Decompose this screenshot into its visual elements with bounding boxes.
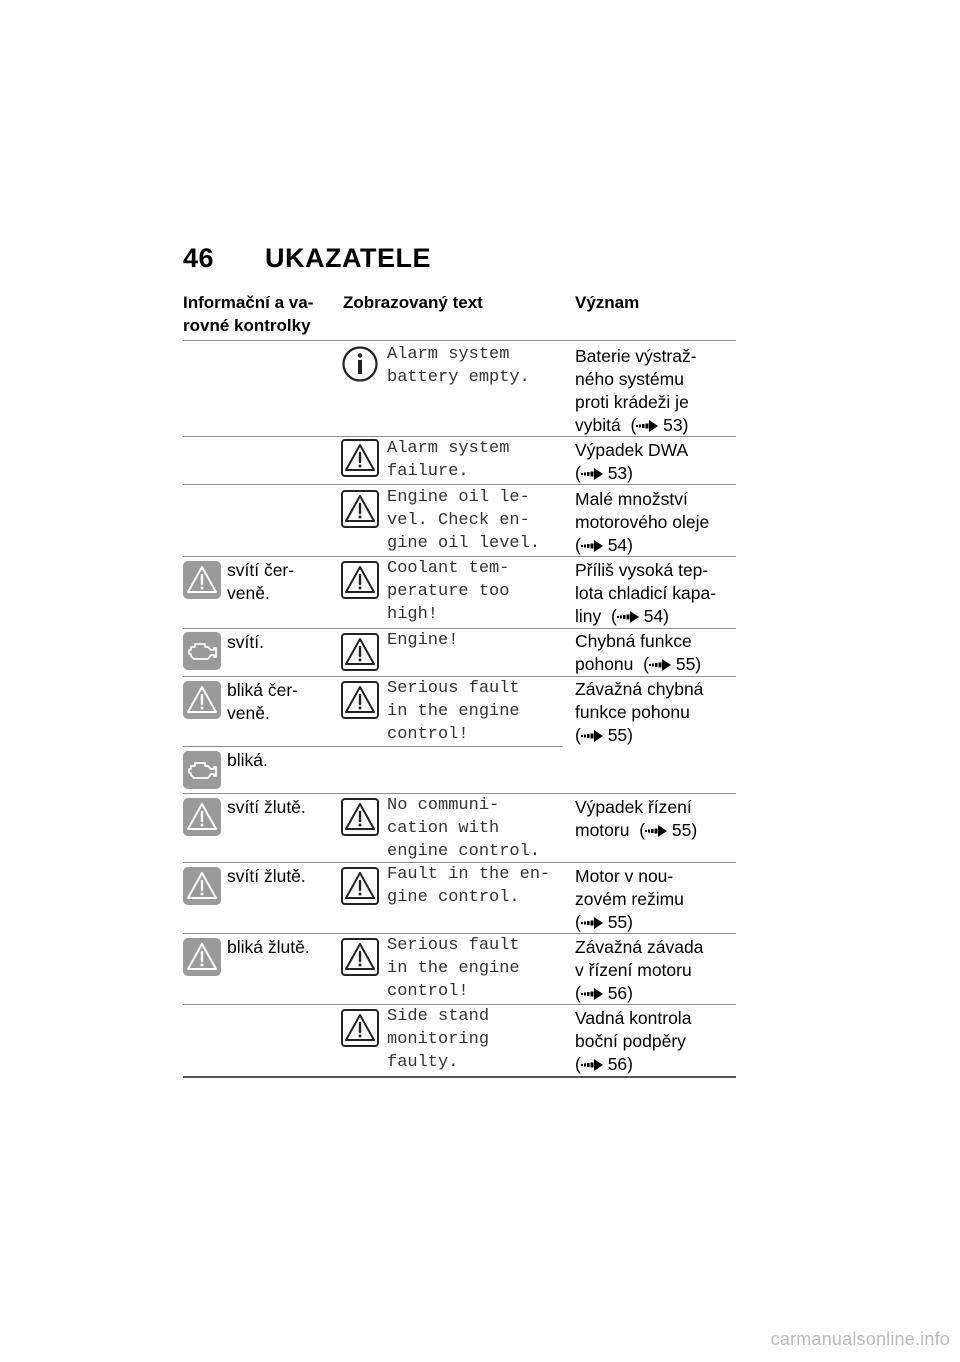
meaning-text (575, 678, 703, 747)
indicator-state (227, 679, 298, 725)
meaning-line-with-ref: motoru ( 55) (575, 820, 698, 840)
meaning-line: zovém režimu (575, 889, 684, 909)
meaning-text (575, 345, 697, 437)
page-number: 46 (183, 243, 215, 273)
indicator-state (227, 749, 268, 772)
state-line: bliká. (227, 750, 268, 770)
column-header-display-text: Zobrazovaný text (343, 293, 483, 312)
page-reference[interactable]: 55) (675, 654, 702, 674)
page-reference[interactable]: 56) (607, 983, 633, 1003)
display-text (387, 486, 540, 555)
column-header-meaning: Význam (575, 293, 640, 312)
display-text-line: No communi- (387, 796, 500, 815)
warning-triangle-icon (341, 938, 379, 976)
warning-triangle-icon (341, 1009, 379, 1047)
engine-check-icon (183, 632, 221, 670)
meaning-line: v řízení motoru (575, 960, 692, 980)
meaning-line: lota chladicí kapa- (575, 583, 717, 603)
page-reference[interactable]: 54) (643, 606, 669, 626)
reference-arrow-icon (645, 825, 667, 837)
meaning-line: Vadná kontrola (575, 1008, 692, 1028)
display-text-line: Alarm system (387, 439, 510, 458)
meaning-line-with-ref: ( 56) (575, 1054, 633, 1074)
display-text (387, 863, 550, 909)
display-text-line: high! (387, 605, 439, 624)
reference-arrow-icon (581, 730, 603, 742)
warning-light-icon (183, 867, 221, 905)
page-reference[interactable]: 56) (607, 1054, 633, 1074)
reference-arrow-icon (581, 917, 603, 929)
warning-triangle-icon (341, 681, 379, 719)
meaning-text (575, 865, 684, 934)
watermark: carmanualsonline.info (770, 1329, 950, 1349)
meaning-line: vybitá (575, 415, 621, 435)
display-text-line: control! (387, 725, 469, 744)
warning-triangle-icon (341, 633, 379, 671)
display-text-line: Coolant tem- (387, 559, 510, 578)
warning-light-icon (183, 938, 221, 976)
page-reference[interactable]: 53) (607, 463, 633, 483)
display-text-line: control! (387, 982, 469, 1001)
meaning-line: Závažná chybná (575, 679, 704, 699)
display-text (387, 677, 520, 746)
state-line: veně. (227, 583, 270, 603)
page-reference[interactable]: 55) (671, 820, 698, 840)
indicator-state (227, 631, 264, 654)
display-text-line: Engine oil le- (387, 488, 530, 507)
meaning-text (575, 439, 688, 485)
meaning-line-with-ref: ( 55) (575, 725, 633, 745)
meaning-line: motoru (575, 820, 630, 840)
state-line: svítí žlutě. (227, 797, 306, 817)
table-rule (183, 746, 563, 747)
warning-triangle-icon (341, 867, 379, 905)
column-header-indicators (183, 291, 313, 337)
meaning-line: funkce pohonu (575, 702, 690, 722)
display-text-line: Serious fault (387, 679, 520, 698)
meaning-text (575, 630, 701, 676)
state-line: svítí čer- (227, 560, 295, 580)
meaning-text (575, 488, 709, 557)
table-rule (183, 628, 736, 629)
reference-arrow-icon (617, 611, 639, 623)
warning-light-icon (183, 681, 221, 719)
state-line: veně. (227, 703, 270, 723)
indicator-state (227, 559, 294, 605)
display-text-line: engine control. (387, 842, 541, 861)
page-reference[interactable]: 54) (607, 535, 633, 555)
display-text-line: monitoring (387, 1030, 490, 1049)
page-reference[interactable]: 55) (607, 912, 633, 932)
display-text-line: gine control. (387, 888, 520, 907)
state-line: svítí. (227, 632, 264, 652)
display-text-line: Fault in the en- (387, 865, 551, 884)
reference-arrow-icon (581, 468, 603, 480)
warning-triangle-icon (341, 561, 379, 599)
meaning-line: boční podpěry (575, 1031, 686, 1051)
page-reference[interactable]: 55) (607, 725, 633, 745)
indicator-state (227, 936, 310, 959)
indicator-state (227, 796, 306, 819)
reference-arrow-icon (581, 988, 603, 1000)
meaning-line-with-ref: liny ( 54) (575, 606, 669, 626)
reference-arrow-icon (636, 420, 658, 432)
page-header (183, 243, 431, 274)
meaning-line: Příliš vysoká tep- (575, 560, 709, 580)
state-line: bliká čer- (227, 680, 298, 700)
meaning-line: ného systému (575, 369, 684, 389)
meaning-line: motorového oleje (575, 512, 710, 532)
meaning-line: Závažná závada (575, 937, 704, 957)
display-text (387, 437, 509, 483)
display-text (387, 629, 458, 652)
column-header-indicators-line: rovné kontrolky (183, 316, 311, 335)
display-text (387, 1005, 489, 1074)
meaning-line-with-ref: vybitá ( 53) (575, 415, 689, 435)
engine-check-icon (183, 751, 221, 789)
display-text-line: Side stand (387, 1007, 490, 1026)
display-text-line: faulty. (387, 1053, 459, 1072)
meaning-text (575, 796, 697, 842)
display-text (387, 557, 509, 626)
column-header-indicators-line: Informační a va- (183, 293, 314, 312)
display-text-line: Serious fault (387, 936, 520, 955)
meaning-text (575, 559, 716, 628)
meaning-line: Chybná funkce (575, 631, 692, 651)
reference-arrow-icon (581, 1059, 603, 1071)
meaning-text (575, 1007, 691, 1076)
page-reference[interactable]: 53) (663, 415, 689, 435)
reference-arrow-icon (581, 540, 603, 552)
display-text-line: gine oil level. (387, 534, 541, 553)
warning-light-icon (183, 561, 221, 599)
display-text-line: cation with (387, 819, 500, 838)
info-circle-icon (341, 345, 379, 383)
meaning-line: Výpadek řízení (575, 797, 692, 817)
display-text-line: vel. Check en- (387, 511, 530, 530)
reference-arrow-icon (649, 659, 671, 671)
meaning-text (575, 936, 703, 1005)
display-text-line: Engine! (387, 631, 459, 650)
meaning-line: liny (575, 606, 602, 626)
meaning-line: Výpadek DWA (575, 440, 689, 460)
meaning-line-with-ref: ( 55) (575, 912, 633, 932)
indicator-state (227, 865, 306, 888)
warning-triangle-icon (341, 490, 379, 528)
display-text (387, 934, 520, 1003)
meaning-line-with-ref: ( 56) (575, 983, 633, 1003)
display-text-line: Alarm system (387, 345, 510, 364)
warning-triangle-icon (341, 439, 379, 477)
meaning-line: proti krádeži je (575, 392, 689, 412)
warning-triangle-icon (341, 798, 379, 836)
meaning-line-with-ref: ( 54) (575, 535, 633, 555)
meaning-line: Motor v nou- (575, 866, 674, 886)
display-text-line: perature too (387, 582, 510, 601)
warning-light-icon (183, 798, 221, 836)
table-rule (183, 340, 736, 341)
meaning-line: Malé množství (575, 489, 688, 509)
meaning-line: pohonu (575, 654, 634, 674)
display-text-line: failure. (387, 462, 469, 481)
meaning-line: Baterie výstraž- (575, 346, 697, 366)
table-rule-bottom (183, 1076, 736, 1078)
meaning-line-with-ref: ( 53) (575, 463, 633, 483)
display-text-line: in the engine (387, 959, 520, 978)
state-line: bliká žlutě. (227, 937, 310, 957)
display-text-line: in the engine (387, 702, 520, 721)
display-text (387, 343, 530, 389)
display-text (387, 794, 540, 863)
meaning-line-with-ref: pohonu ( 55) (575, 654, 702, 674)
state-line: svítí žlutě. (227, 866, 306, 886)
display-text-line: battery empty. (387, 368, 530, 387)
page-title: UKAZATELE (265, 243, 431, 273)
